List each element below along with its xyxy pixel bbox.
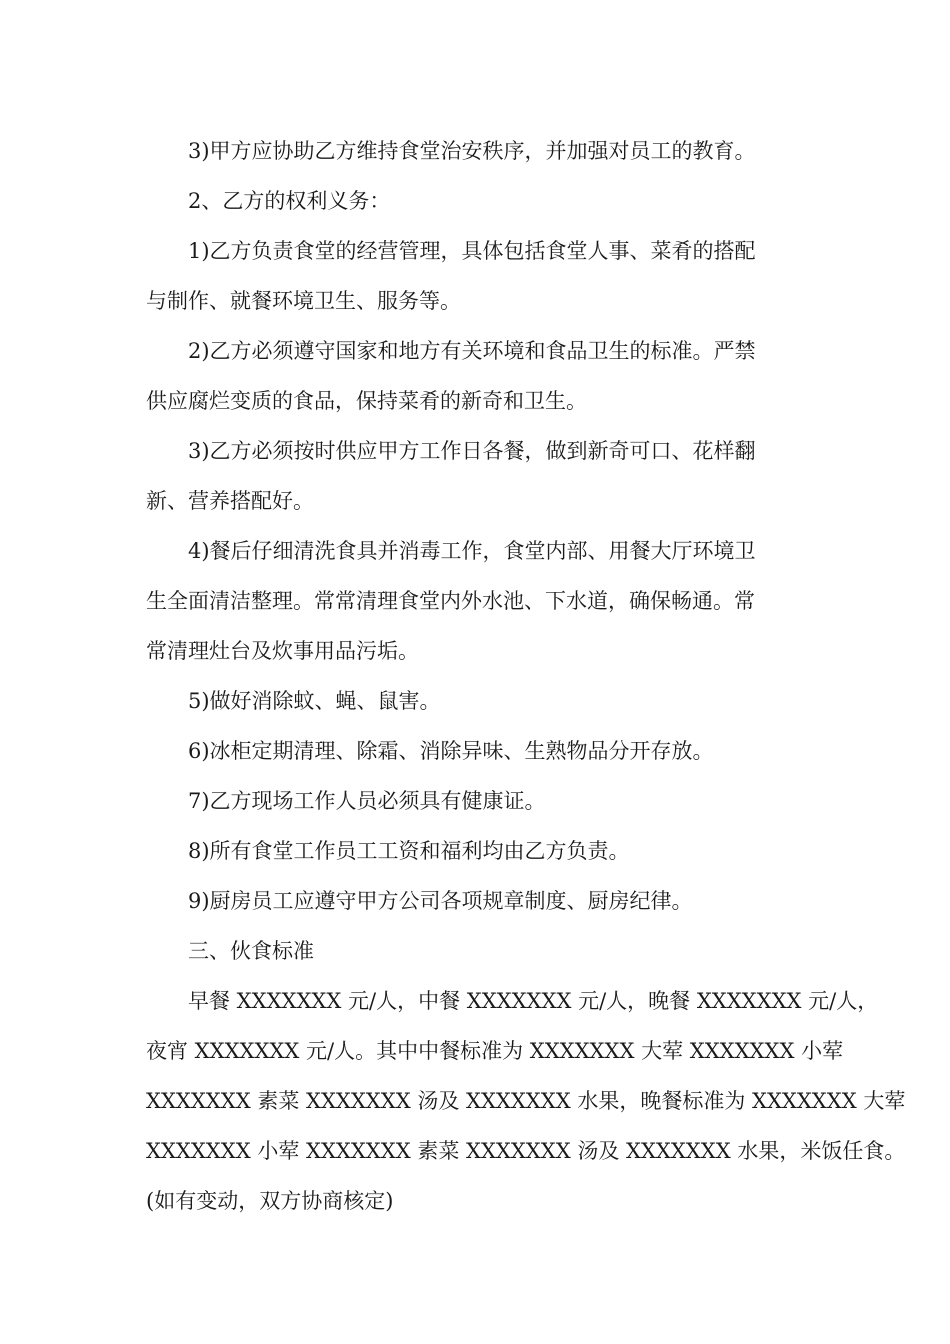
paragraph-line: 早餐 XXXXXXX 元/人，中餐 XXXXXXX 元/人，晚餐 XXXXXXX 元/人， [188,989,879,1013]
paragraph-line: 5)做好消除蚊、蝇、鼠害。 [188,689,441,713]
section-heading: 2、乙方的权利义务： [188,189,391,213]
section-heading: 三、伙食标准 [188,939,314,963]
paragraph-line: 9)厨房员工应遵守甲方公司各项规章制度、厨房纪律。 [188,889,693,913]
paragraph-line: 常清理灶台及炊事用品污垢。 [146,639,419,663]
paragraph-line: 生全面清洁整理。常常清理食堂内外水池、下水道，确保畅通。常 [146,589,755,613]
paragraph-line: 8)所有食堂工作员工工资和福利均由乙方负责。 [188,839,630,863]
paragraph-line: 供应腐烂变质的食品，保持菜肴的新奇和卫生。 [146,389,587,413]
paragraph-line: 2)乙方必须遵守国家和地方有关环境和食品卫生的标准。严禁 [188,339,756,363]
paragraph-line: XXXXXXX 素菜 XXXXXXX 汤及 XXXXXXX 水果，晚餐标准为 XXXXXXX 大荤 [146,1089,906,1113]
paragraph-line: 新、营养搭配好。 [146,489,314,513]
paragraph-line: (如有变动，双方协商核定) [146,1189,394,1213]
paragraph-line: XXXXXXX 小荤 XXXXXXX 素菜 XXXXXXX 汤及 XXXXXXX 水果，米饭任食。 [146,1139,906,1163]
paragraph-line: 夜宵 XXXXXXX 元/人。其中中餐标准为 XXXXXXX 大荤 XXXXXXX 小荤 [146,1039,844,1063]
paragraph-line: 6)冰柜定期清理、除霜、消除异味、生熟物品分开存放。 [188,739,714,763]
paragraph-line: 3)乙方必须按时供应甲方工作日各餐，做到新奇可口、花样翻 [188,439,756,463]
paragraph-line: 3)甲方应协助乙方维持食堂治安秩序，并加强对员工的教育。 [188,139,756,163]
paragraph-line: 4)餐后仔细清洗食具并消毒工作，食堂内部、用餐大厅环境卫 [188,539,756,563]
paragraph-line: 与制作、就餐环境卫生、服务等。 [146,289,461,313]
paragraph-line: 1)乙方负责食堂的经营管理，具体包括食堂人事、菜肴的搭配 [188,239,756,263]
paragraph-line: 7)乙方现场工作人员必须具有健康证。 [188,789,546,813]
